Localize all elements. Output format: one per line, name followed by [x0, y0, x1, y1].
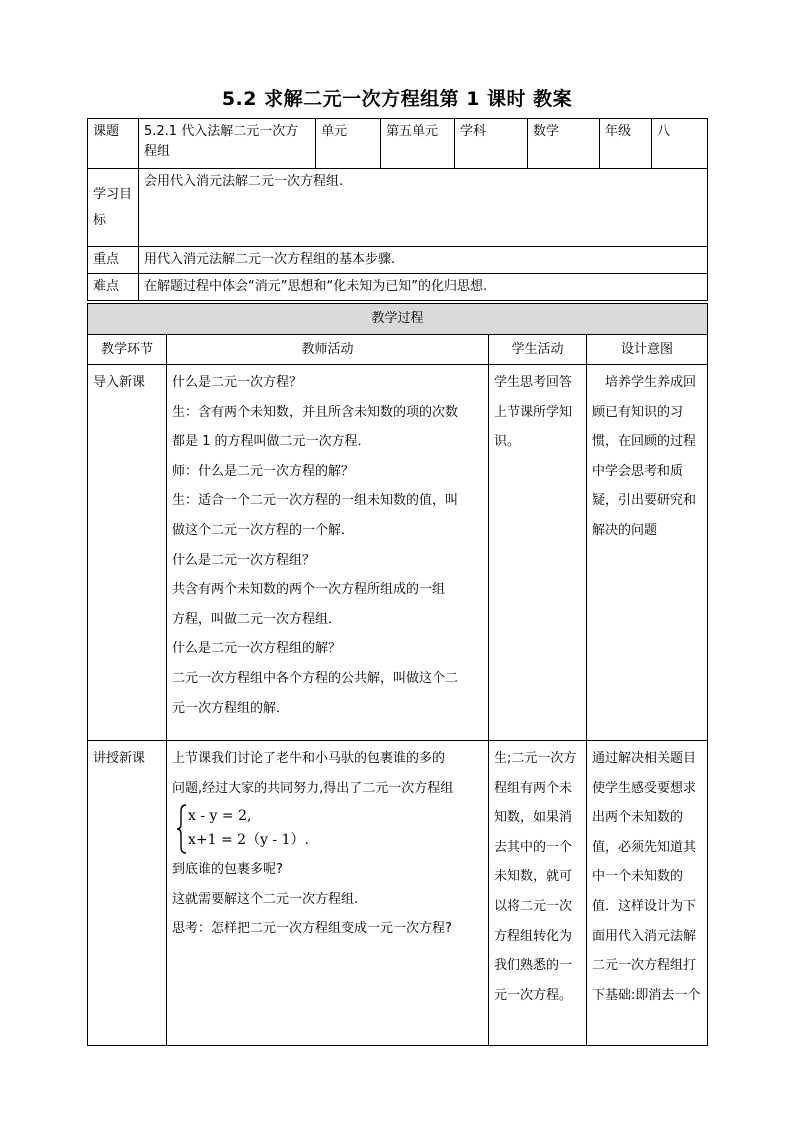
goal-value: 会用代入消元法解二元一次方程组. — [139, 169, 708, 247]
difficulty-label: 难点 — [88, 274, 139, 301]
process-header: 教学过程 — [88, 304, 708, 335]
course-label: 课题 — [88, 119, 139, 169]
teacher-line: 这就需要解这个二元一次方程组. — [172, 891, 359, 907]
info-table — [87, 118, 708, 301]
key-value: 用代入消元法解二元一次方程组的基本步骤. — [139, 247, 708, 274]
process-table — [87, 303, 708, 1046]
teacher-line: 到底谁的包裹多呢? — [172, 862, 283, 878]
goal-label: 学习目标 — [88, 169, 139, 247]
page-title: 5.2 求解二元一次方程组第 1 课时 教案 — [221, 88, 573, 110]
row2-design: 通过解决相关题目使学生感受要想求出两个未知数的值，必须先知道其中一个未知数的值．这样设计为下面用代入消元法解二元一次方程组打下基础:即消去一个 — [587, 741, 708, 1046]
row2-student: 生;二元一次方程组有两个未知数，如果消去其中的一个未知数，就可以将二元一次方程组转化为我们熟悉的一元一次方程。 — [489, 741, 587, 1046]
table-row — [88, 365, 708, 741]
teacher-line: 方程，叫做二元一次方程组． — [172, 611, 342, 627]
col-design-header: 设计意图 — [587, 335, 708, 365]
row1-design: 培养学生养成回顾已有知识的习惯，在回顾的过程中学会思考和质疑，引出要研究和解决的问题 — [587, 365, 708, 741]
key-label: 重点 — [88, 247, 139, 274]
teacher-line: 都是 1 的方程叫做二元一次方程． — [172, 434, 371, 450]
row1-teacher — [167, 365, 489, 741]
teacher-line: 什么是二元一次方程组的解？ — [172, 641, 342, 657]
row1-student: 学生思考回答上节课所学知识。 — [489, 365, 587, 741]
teacher-line: 元一次方程组的解． — [172, 700, 290, 716]
teacher-line: 二元一次方程组中各个方程的公共解，叫做这个二 — [172, 670, 459, 686]
equation-2: x+1 = 2（y - 1）. — [188, 832, 309, 849]
subject-label: 学科 — [455, 119, 528, 169]
unit-value: 第五单元 — [381, 119, 455, 169]
grade-label: 年级 — [600, 119, 652, 169]
row1-stage: 导入新课 — [88, 365, 167, 741]
difficulty-value: 在解题过程中体会“消元”思想和“化未知为已知”的化归思想. — [139, 274, 708, 301]
left-brace-icon — [176, 803, 188, 855]
teacher-line: 问题,经过大家的共同努力,得出了二元一次方程组 — [172, 780, 454, 796]
equation-1: x - y = 2, — [188, 808, 252, 825]
col-student-header: 学生活动 — [489, 335, 587, 365]
teacher-line: 什么是二元一次方程组？ — [172, 552, 316, 568]
col-stage-header: 教学环节 — [88, 335, 167, 365]
grade-value: 八 — [652, 119, 708, 169]
teacher-line: 做这个二元一次方程的一个解． — [172, 522, 355, 538]
teacher-line: 上节课我们讨论了老牛和小马驮的包裹谁的多的 — [172, 751, 446, 766]
teacher-line: 思考：怎样把二元一次方程组变成一元一次方程? — [172, 921, 452, 937]
course-value: 5.2.1 代入法解二元一次方程组 — [139, 119, 316, 169]
teacher-line: 生：适合一个二元一次方程的一组未知数的值，叫 — [172, 493, 459, 509]
row2-stage: 讲授新课 — [88, 741, 167, 1046]
equation-system — [176, 803, 483, 855]
unit-label: 单元 — [316, 119, 381, 169]
teacher-line: 什么是二元一次方程？ — [172, 375, 303, 390]
subject-value: 数学 — [528, 119, 600, 169]
table-row — [88, 741, 708, 1046]
row2-teacher — [167, 741, 489, 1046]
teacher-line: 师：什么是二元一次方程的解？ — [172, 463, 355, 479]
col-teacher-header: 教师活动 — [167, 335, 489, 365]
teacher-line: 共含有两个未知数的两个一次方程所组成的一组 — [172, 582, 446, 598]
teacher-line: 生：含有两个未知数，并且所含未知数的项的次数 — [172, 404, 459, 420]
